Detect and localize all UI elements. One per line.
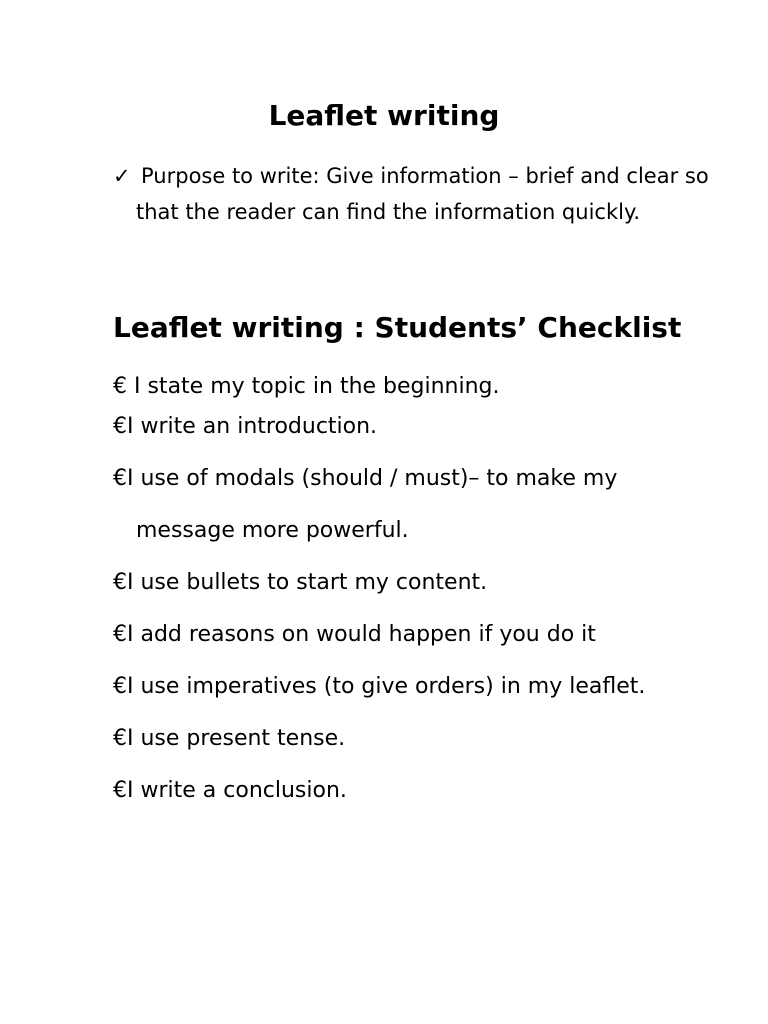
euro-bullet-icon: € — [113, 778, 127, 803]
checklist-item-text: I state my topic in the beginning. — [127, 374, 500, 399]
checklist-item — [113, 568, 487, 598]
checklist-item-text: I use bullets to start my content. — [127, 570, 488, 595]
checklist-item-text: I write an introduction. — [127, 414, 378, 439]
checklist-item-text: I add reasons on would happen if you do it — [127, 622, 596, 647]
checklist-item — [113, 724, 345, 754]
checklist-item — [113, 372, 500, 402]
checklist-item — [113, 672, 645, 702]
euro-bullet-icon: € — [113, 622, 127, 647]
euro-bullet-icon: € — [113, 726, 127, 751]
purpose-line-1: Purpose to write: Give information – brief and clear so — [141, 164, 709, 188]
purpose-line-2: that the reader can find the information quickly. — [136, 200, 641, 224]
checklist-item — [113, 412, 377, 442]
checklist-item-text: I write a conclusion. — [127, 778, 347, 803]
checklist-item-continuation: message more powerful. — [136, 518, 409, 543]
checklist-item — [113, 620, 596, 650]
checklist-title: Leaflet writing : Students’ Checklist — [113, 311, 682, 344]
checklist-item-text: I use of modals (should / must)– to make my — [127, 466, 618, 491]
checklist-item — [113, 464, 617, 494]
euro-bullet-icon: € — [113, 374, 127, 399]
euro-bullet-icon: € — [113, 570, 127, 595]
euro-bullet-icon: € — [113, 674, 127, 699]
checklist-item — [113, 776, 347, 806]
euro-bullet-icon: € — [113, 414, 127, 439]
euro-bullet-icon: € — [113, 466, 127, 491]
page-title: Leaflet writing — [268, 99, 500, 132]
purpose-paragraph — [113, 158, 713, 230]
checklist-item-text: I use present tense. — [127, 726, 346, 751]
checklist-item-text: I use imperatives (to give orders) in my leaflet. — [127, 674, 646, 699]
checkmark-icon: ✓ — [113, 164, 131, 188]
